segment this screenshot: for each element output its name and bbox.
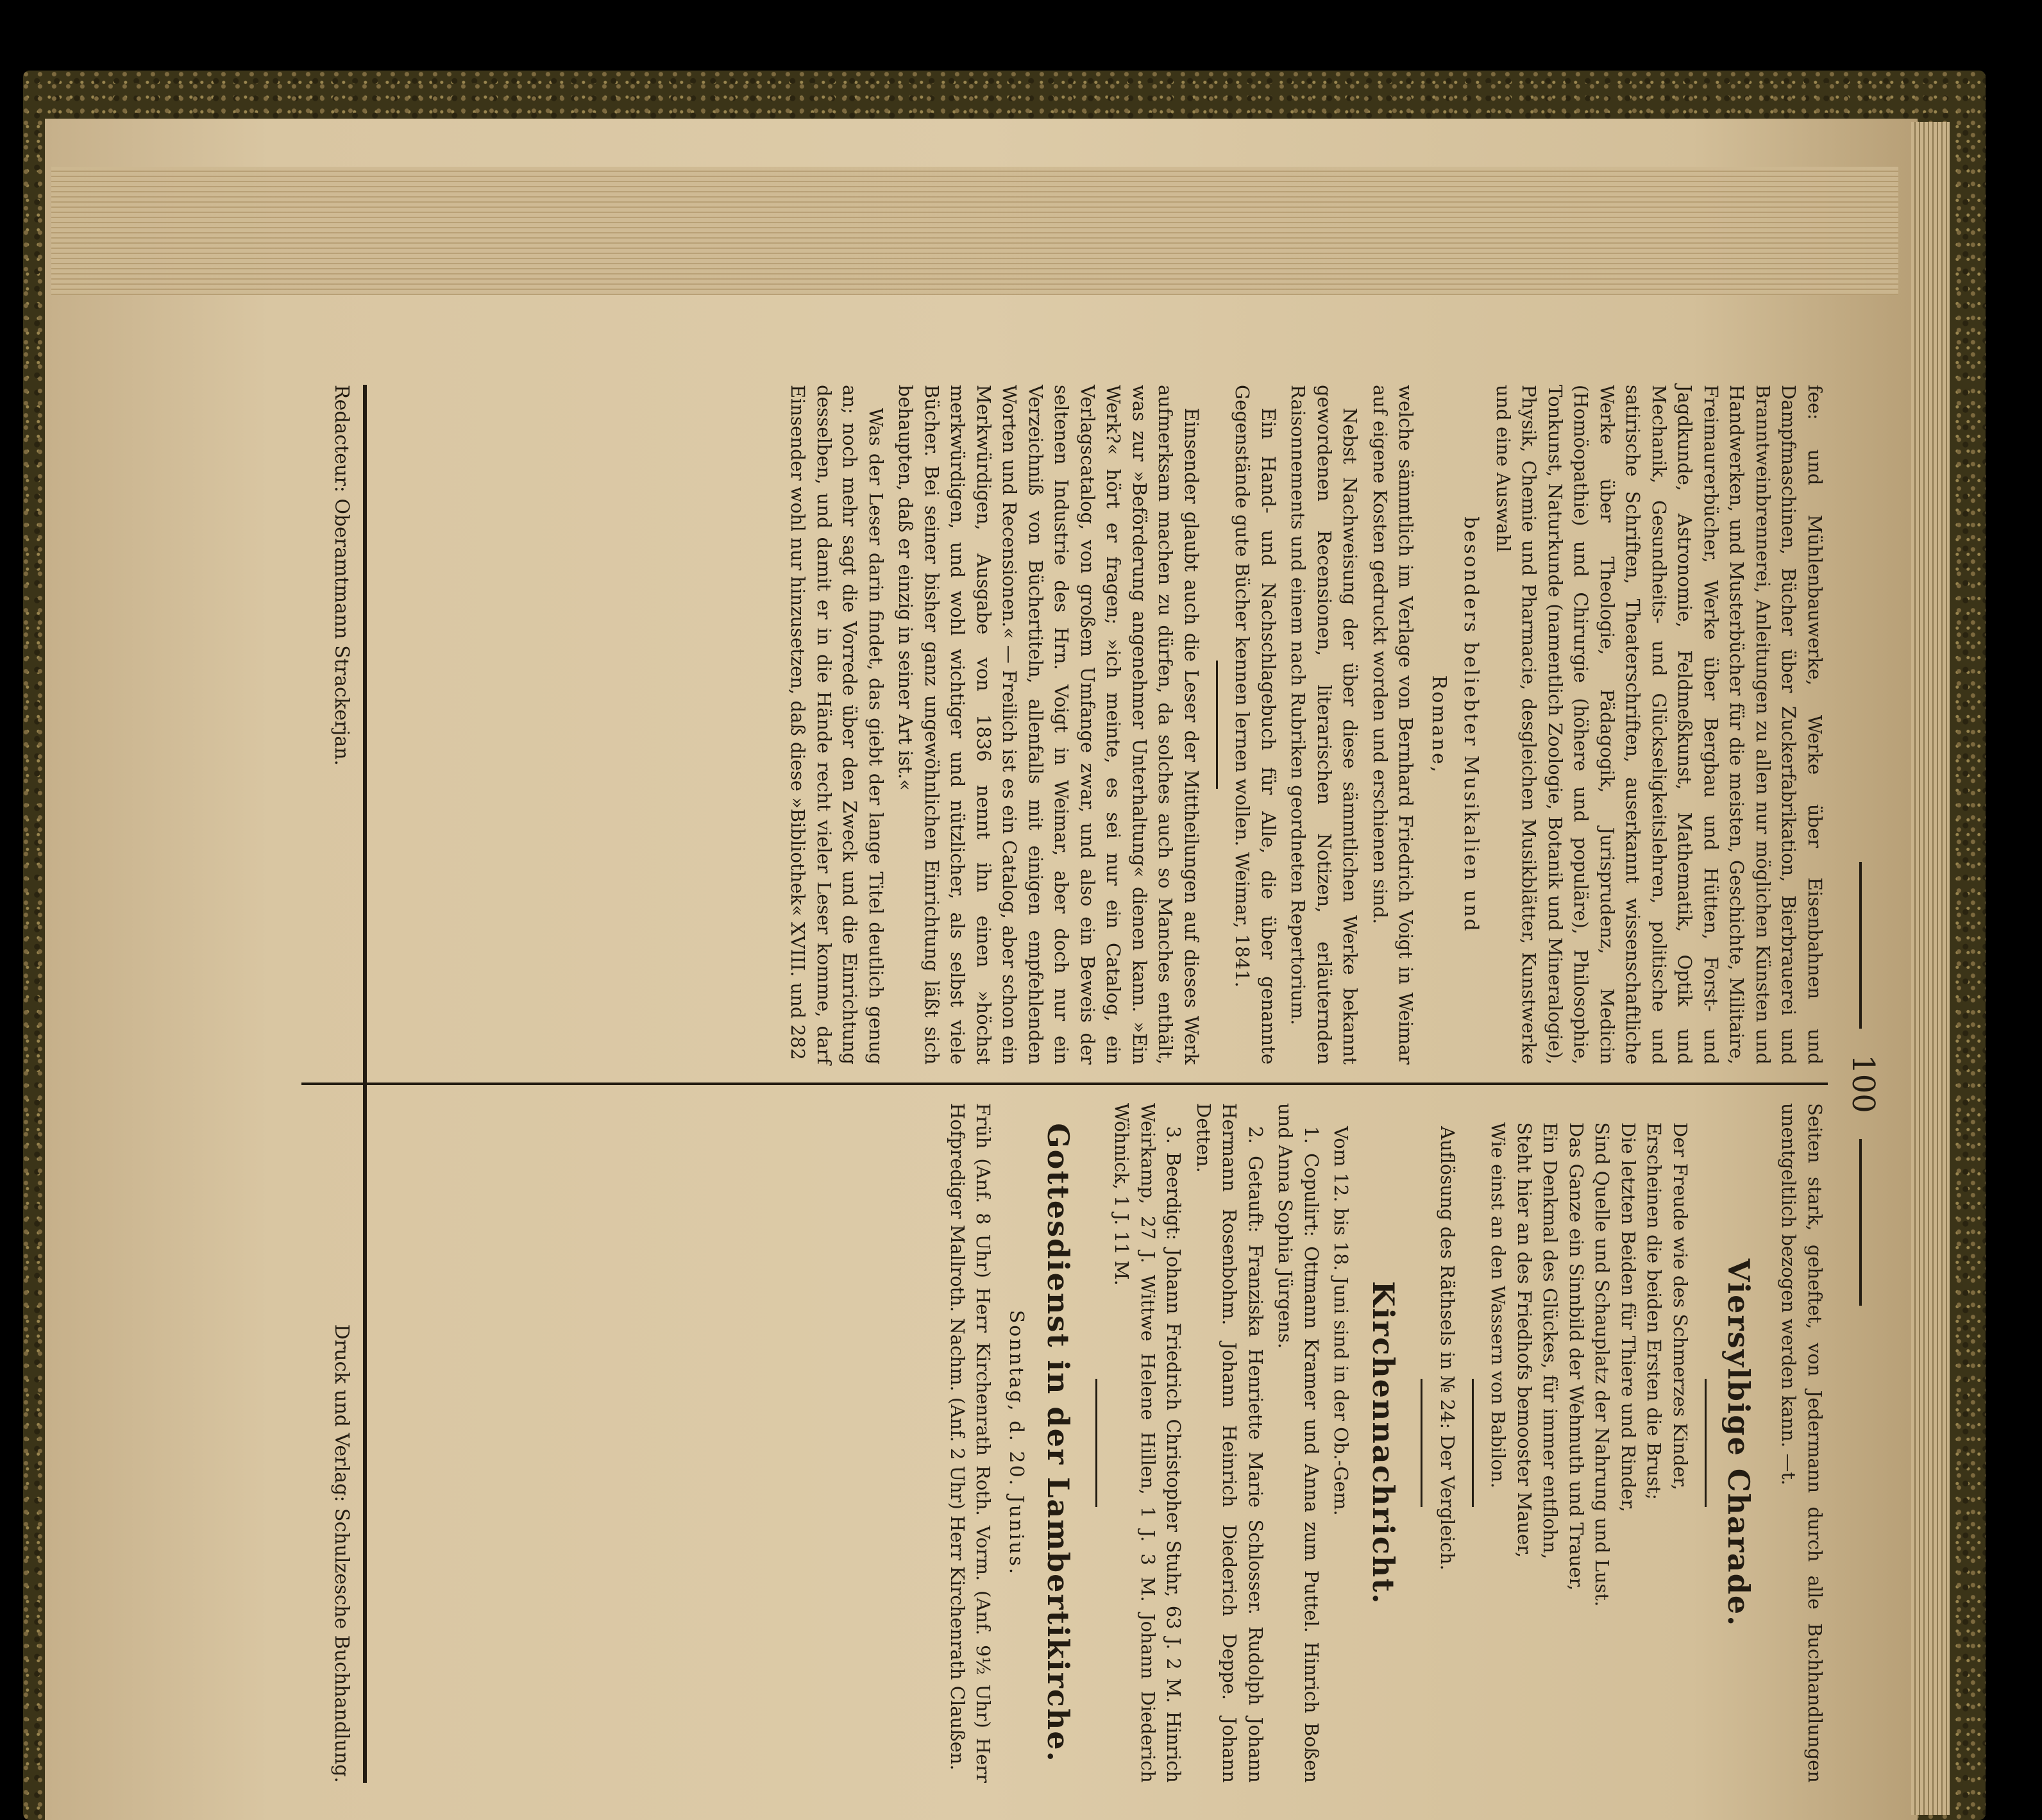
column-divider — [301, 1083, 1828, 1085]
poem-line: Wie einst an den Wassern von Babilon. — [1487, 1122, 1510, 1488]
charade-heading: Viersylbige Charade. — [1721, 1258, 1756, 1628]
poem-line: Der Freude wie des Schmerzes Kinder, — [1669, 1122, 1691, 1490]
page-stack-edge — [1911, 122, 1950, 1815]
catalog-title: Ein Hand- und Nachschlagebuch für Alle, die über genannte Gegenstände gute Bücher kennen lernen wollen. Weimar, 1841. — [1231, 385, 1279, 1065]
catalog-description: Nebst Nachweisung der über diese sämmtlichen Werke bekannt gewordenen Recensionen, literarischen Notizen, erläuternden Raisonnements und einem nach Rubriken geordneten Repertorium. — [1287, 385, 1362, 1065]
page-number: 100 — [1841, 385, 1886, 1783]
service-times: Früh (Anf. 8 Uhr) Herr Kirchenrath Roth. Vorm. (Anf. 9½ Uhr) Herr Hofprediger Mallroth. Nachm. (Anf. 2 Uhr) Herr Kirchenrath Claußen. — [947, 1103, 995, 1783]
publisher-text: welche sämmtlich im Verlage von Bernhard Friedrich Voigt in Weimar auf eigene Kosten gedruckt worden und erschienen sind. — [1369, 385, 1417, 1065]
page-content — [282, 385, 1886, 1783]
catalog-subheading: besonders beliebter Musikalien und — [1460, 516, 1483, 933]
poem-line: Ein Denkmal des Glückes, für immer entflohn, — [1539, 1122, 1562, 1560]
review-text: Einsender glaubt auch die Leser der Mittheilungen auf dieses Werk aufmerksam machen zu dürfen, da solches auch so Manches enthält, was zur »Beförderung angenehmer Unterhaltung« dienen kann. »Ein Werk?« hört er fragen; »ich meinte, es sei nur ein Catalog, ein Verlagscatalog, von großem Umfange zwar, und also ein Beweis der seltenen Industrie des Hrn. Voigt in Weimar, aber doch nur ein Verzeichniß von Büchertiteln, allenfalls mit einigen empfehlenden Worten und Recensionen.« — Freilich ist es ein Catalog, aber schon ein Merkwürdigen, Ausgabe von 1836 nennt ihn einen »höchst merkwürdigen, und wohl wichtiger und nützlicher, als selbst viele Bücher. Bei seiner bisher ganz ungewöhnlichen Einrichtung läßt sich behaupten, daß er einzig in seiner Art ist.« — [895, 385, 1202, 1065]
review-text-2: Was der Leser darin findet, das giebt der lange Titel deutlich genug an; noch mehr sagt die Vorrede über den Zweck und die Einrichtung desselben, und damit er in die Hände recht vieler Leser komme, darf Einsender wohl nur hinzusetzen, daß diese »Bibliothek« XVIII. und 282 — [787, 385, 887, 1065]
divider-rule — [1216, 661, 1218, 789]
poem-line: Das Ganze ein Sinnbild der Wehmuth und Trauer, — [1565, 1122, 1587, 1591]
poem-line: Erscheinen die beiden Ersten die Brust; — [1643, 1122, 1666, 1500]
catalog-subjects-text: fee: und Mühlenbauwerke, Werke über Eisenbahnen und Dampfmaschinen, Bücher über Zuckerfabrikation, Bierbrauerei und Branntweinbrennerei, Anleitungen zu allen nur möglichen Künsten und Handwerken, und Musterbücher für die meisten, Geschichte, Militaire, Freimaurerbücher, Werke über Bergbau und Hütten, Forst- und Jagdkunde, Astronomie, Feldmeßkunst, Mathematik, Optik und Mechanik, Gesundheits- und Glückseligkeitslehren, politische und satirische Schriften, Theaterschriften, auserkannt wissenschaftliche Werke über Theologie, Pädagogik, Jurisprudenz, Medicin (Homöopathie) und Chirurgie (höhere und populäre), Philosophie, Tonkunst, Naturkunde (namentlich Zoologie, Botanik und Mineralogie), Physik, Chemie und Pharmacie, desgleichen Musikblätter, Kunstwerke und eine Auswahl — [1492, 385, 1826, 1065]
baptisms-text: 2. Getauft: Franziska Henriette Marie Schlosser. Rudolph Johann Hermann Rosenbohm. Johann Heinrich Diederich Deppe. Johann Detten. — [1193, 1103, 1267, 1783]
catalog-subheading-2: Romane, — [1428, 675, 1450, 775]
divider-rule — [1095, 1379, 1097, 1507]
divider-rule — [1705, 1379, 1707, 1507]
service-heading: Gottesdienst in der Lambertikirche. — [1041, 1123, 1076, 1763]
church-news-heading: Kirchennachricht. — [1366, 1281, 1401, 1605]
footer-rule — [363, 385, 367, 1783]
service-date: Sonntag, d. 20. Junius. — [1005, 1310, 1027, 1576]
poem-line: Steht hier an des Friedhofs bemooster Mauer, — [1514, 1122, 1535, 1558]
right-column — [941, 1103, 1828, 1783]
footer — [330, 385, 353, 1783]
charade-poem — [1485, 1103, 1693, 1783]
poem-line: Die letzten Beiden für Thiere und Rinder, — [1617, 1122, 1639, 1513]
editor-credit: Redacteur: Oberamtmann Strackerjan. — [330, 385, 353, 766]
riddle-solution: Auflösung des Räthsels in № 24: Der Vergleich. — [1437, 1126, 1458, 1571]
left-column — [781, 385, 1828, 1065]
printer-credit: Druck und Verlag: Schulzesche Buchhandlung. — [330, 1324, 353, 1783]
marriages-text: 1. Copulirt: Ottmann Kramer und Anna zum Puttel. Hinrich Boßen und Anna Sophia Jürgens. — [1274, 1103, 1322, 1783]
divider-rule — [1421, 1379, 1423, 1507]
burials-text: 3. Beerdigt: Johann Friedrich Christopher Stuhr, 63 J. 2 M. Hinrich Weirkamp, 27 J. Wittwe Helene Hillen, 1 J. 3 M. Johann Diederich Wöhnick, 1 J. 11 M. — [1111, 1103, 1185, 1783]
continuation-text: Seiten stark, geheftet, von Jedermann durch alle Buchhandlungen unentgeltlich bezogen werden kann. —t. — [1778, 1103, 1826, 1783]
poem-line: Sind Quelle und Schauplatz der Nahrung und Lust. — [1591, 1122, 1614, 1607]
church-news-intro: Vom 12. bis 18. Juni sind in der Ob.-Gem. — [1330, 1126, 1353, 1516]
divider-rule — [1472, 1379, 1474, 1507]
page-edges — [51, 167, 1898, 295]
